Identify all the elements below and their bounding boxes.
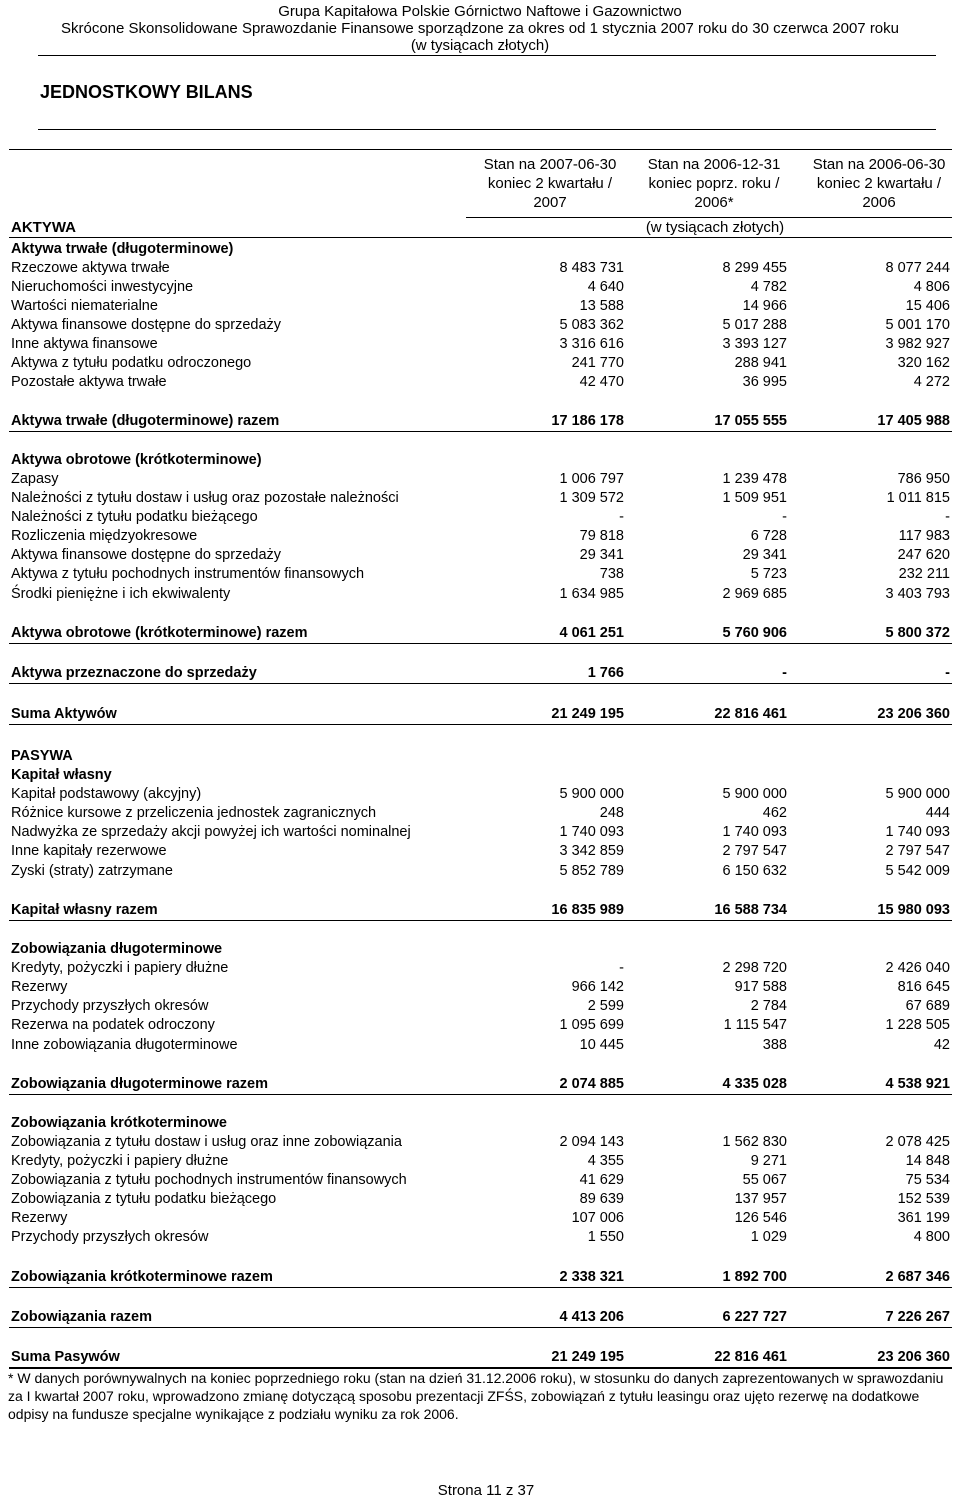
row-label: Aktywa finansowe dostępne do sprzedaży [11,547,282,563]
row-label: Kapitał własny razem [11,902,158,918]
units-label: (w tysiącach złotych) [645,219,785,236]
row-value-col2: 17 055 555 [714,413,787,429]
row-value-col2: 917 588 [734,979,787,995]
row-value-col3: 17 405 988 [877,413,950,429]
row-label: Inne zobowiązania długoterminowe [11,1037,238,1053]
row-value-col1: 1 095 699 [559,1017,624,1033]
row-label: Rzeczowe aktywa trwałe [11,260,170,276]
row-label: Zobowiązania z tytułu podatku bieżącego [11,1191,277,1207]
table-section-row [0,240,960,259]
row-value-col2: 5 017 288 [722,317,787,333]
column-header-2006-12-31 [630,155,798,212]
table-row [0,997,960,1016]
row-label: Zobowiązania krótkoterminowe [11,1115,227,1131]
row-value-col3: 5 001 170 [885,317,950,333]
row-value-col2: 22 816 461 [714,1349,787,1365]
row-value-col1: 2 338 321 [559,1269,624,1285]
table-total-row [0,664,960,683]
row-value-col2: 5 760 906 [722,625,787,641]
row-value-col1: 79 818 [579,528,624,544]
row-label: Różnice kursowe z przeliczenia jednostek zagranicznych [11,805,377,821]
column-header-line: 2006* [694,194,734,211]
table-row [0,259,960,278]
row-value-col3: - [945,665,950,681]
row-value-col1: 17 186 178 [551,413,624,429]
row-value-col2: 1 029 [750,1229,787,1245]
row-value-col3: 2 797 547 [885,843,950,859]
row-value-col2: 4 782 [750,279,787,295]
table-row [0,546,960,565]
row-value-col2: 1 740 093 [722,824,787,840]
row-value-col3: 14 848 [905,1153,950,1169]
row-value-col1: 21 249 195 [551,1349,624,1365]
row-value-col3: 67 689 [905,998,950,1014]
row-label: Zobowiązania razem [11,1309,153,1325]
table-row [0,823,960,842]
row-label: Aktywa obrotowe (krótkoterminowe) [11,452,262,468]
row-value-col1: 4 061 251 [559,625,624,641]
table-row [0,1152,960,1171]
row-value-col3: 4 272 [913,374,950,390]
table-row [0,508,960,527]
row-value-col1: 2 074 885 [559,1076,624,1092]
row-value-col2: 1 892 700 [722,1269,787,1285]
table-row [0,489,960,508]
row-label: Zapasy [11,471,59,487]
row-value-col3: 152 539 [897,1191,950,1207]
footnote: * W danych porównywalnych na koniec poprzedniego roku (stan na dzień 31.12.2006 roku), w stosunku do danych zaprezentowanych w sprawozdaniu za I kwartał 2007 roku, wprowadzono zmianę dotyczącą sposobu prezentacji ZFŚS, zobowiązań z tytułu leasingu oraz ujęto rezerwę na dodatkowe odpisy na fundusze specjalne wynikające z podziału wyniku za rok 2006. [8,1370,944,1422]
row-label: Rezerwy [11,979,68,995]
row-value-col1: 1 740 093 [559,824,624,840]
column-header-2006-06-30 [795,155,960,212]
row-value-col2: 16 588 734 [714,902,787,918]
row-value-col3: 1 740 093 [885,824,950,840]
row-value-col3: 247 620 [897,547,950,563]
table-row [0,842,960,861]
row-label: Kapitał własny [11,767,112,783]
table-row [0,1016,960,1035]
row-value-col2: 4 335 028 [722,1076,787,1092]
table-row [0,804,960,823]
row-label: Rezerwy [11,1210,68,1226]
column-header-line: Stan na 2007-06-30 [483,156,617,173]
total-underline [9,1327,952,1328]
aktywa-heading: AKTYWA [11,219,76,236]
row-label: Aktywa trwałe (długoterminowe) razem [11,413,280,429]
row-value-col3: 3 982 927 [885,336,950,352]
row-value-col2: 1 115 547 [723,1017,787,1033]
row-value-col1: 2 599 [587,998,624,1014]
table-row [0,1190,960,1209]
table-row [0,297,960,316]
row-label: Kredyty, pożyczki i papiery dłużne [11,1153,229,1169]
table-section-row [0,451,960,470]
table-row [0,862,960,881]
table-row [0,335,960,354]
total-underline [9,431,952,432]
row-value-col1: 89 639 [579,1191,624,1207]
table-total-row [0,1075,960,1094]
row-label: Przychody przyszłych okresów [11,1229,209,1245]
row-label: Suma Pasywów [11,1349,120,1365]
column-header-line: 2006 [862,194,896,211]
table-row [0,354,960,373]
row-value-col1: 248 [599,805,624,821]
row-value-col1: 1 006 797 [559,471,624,487]
row-label: Należności z tytułu dostaw i usług oraz pozostałe należności [11,490,399,506]
row-value-col2: 8 299 455 [722,260,787,276]
row-label: Aktywa z tytułu podatku odroczonego [11,355,252,371]
row-value-col3: 1 228 505 [885,1017,950,1033]
report-header-line3: (w tysiącach złotych) [410,37,550,54]
table-row [0,785,960,804]
table-total-row [0,901,960,920]
table-row [0,978,960,997]
row-label: Nieruchomości inwestycyjne [11,279,194,295]
table-top-rule [9,149,952,150]
row-value-col1: 41 629 [579,1172,624,1188]
row-value-col1: 10 445 [579,1037,624,1053]
row-value-col3: 15 980 093 [877,902,950,918]
row-value-col2: 2 784 [750,998,787,1014]
table-row [0,1133,960,1152]
total-underline [9,683,952,684]
row-value-col1: 5 852 789 [559,863,624,879]
table-total-row [0,705,960,724]
row-label: Wartości niematerialne [11,298,158,314]
row-label: Aktywa obrotowe (krótkoterminowe) razem [11,625,308,641]
row-value-col3: 320 162 [897,355,950,371]
row-value-col3: 4 800 [913,1229,950,1245]
title-divider [38,129,936,130]
row-value-col3: 75 534 [905,1172,950,1188]
table-section-row [0,766,960,785]
row-value-col3: 15 406 [905,298,950,314]
row-label: Środki pieniężne i ich ekwiwalenty [11,586,231,602]
row-label: Kredyty, pożyczki i papiery dłużne [11,960,229,976]
row-value-col2: 2 298 720 [722,960,787,976]
table-row [0,527,960,546]
row-label: Zobowiązania długoterminowe [11,941,223,957]
page-title: JEDNOSTKOWY BILANS [40,82,253,102]
table-row [0,373,960,392]
row-value-col3: 2 426 040 [885,960,950,976]
row-value-col2: 462 [762,805,787,821]
total-underline [9,1287,952,1288]
column-header-line: Stan na 2006-12-31 [647,156,781,173]
row-value-col1: 3 316 616 [559,336,624,352]
table-row [0,1036,960,1055]
row-label: Kapitał podstawowy (akcyjny) [11,786,202,802]
table-total-row [0,1348,960,1367]
row-label: Aktywa z tytułu pochodnych instrumentów finansowych [11,566,365,582]
table-section-row [0,747,960,766]
total-underline [9,643,952,644]
row-value-col1: 4 355 [587,1153,624,1169]
table-row [0,1209,960,1228]
column-header-line: koniec poprz. roku / [648,175,780,192]
table-row [0,959,960,978]
table-total-row [0,1268,960,1287]
table-total-row [0,1308,960,1327]
row-value-col2: 2 797 547 [722,843,787,859]
row-value-col1: 966 142 [571,979,624,995]
row-value-col1: 8 483 731 [559,260,624,276]
row-value-col1: 29 341 [579,547,624,563]
row-value-col1: 4 640 [587,279,624,295]
row-value-col3: 23 206 360 [877,706,950,722]
row-value-col1: 3 342 859 [559,843,624,859]
row-value-col3: 5 800 372 [885,625,950,641]
row-value-col2: 1 562 830 [722,1134,787,1150]
row-label: Rozliczenia międzyokresowe [11,528,198,544]
row-label: Nadwyżka ze sprzedaży akcji powyżej ich wartości nominalnej [11,824,411,840]
row-value-col2: 5 723 [750,566,787,582]
row-value-col1: 13 588 [579,298,624,314]
row-value-col3: - [945,509,950,525]
report-header-line2: Skrócone Skonsolidowane Sprawozdanie Finansowe sporządzone za okres od 1 stycznia 2007 roku do 30 czerwca 2007 roku [61,20,899,37]
row-value-col3: 4 538 921 [885,1076,950,1092]
row-value-col1: 107 006 [571,1210,624,1226]
row-value-col1: 1 766 [587,665,624,681]
report-header-line1: Grupa Kapitałowa Polskie Górnictwo Naftowe i Gazownictwo [278,3,682,20]
row-value-col3: 4 806 [913,279,950,295]
row-value-col2: 36 995 [742,374,787,390]
table-section-row [0,940,960,959]
row-value-col2: 126 546 [734,1210,787,1226]
table-row [0,1171,960,1190]
row-value-col2: 1 239 478 [722,471,787,487]
row-label: Zobowiązania z tytułu pochodnych instrumentów finansowych [11,1172,407,1188]
table-row [0,565,960,584]
row-label: Przychody przyszłych okresów [11,998,209,1014]
table-row [0,316,960,335]
row-label: Zyski (straty) zatrzymane [11,863,173,879]
header-divider [38,55,936,56]
page-number: Strona 11 z 37 [437,1482,535,1499]
row-value-col3: 2 687 346 [885,1269,950,1285]
row-label: Pozostałe aktywa trwałe [11,374,167,390]
row-value-col1: - [619,509,624,525]
row-value-col2: - [782,665,787,681]
row-value-col1: 4 413 206 [559,1309,624,1325]
row-label: Zobowiązania długoterminowe razem [11,1076,269,1092]
row-value-col3: 1 011 815 [886,490,950,506]
row-value-col1: 1 634 985 [559,586,624,602]
row-value-col3: 7 226 267 [885,1309,950,1325]
row-value-col1: 5 900 000 [559,786,624,802]
row-value-col2: 2 969 685 [722,586,787,602]
row-value-col1: 21 249 195 [551,706,624,722]
row-label: Suma Aktywów [11,706,117,722]
row-value-col3: 786 950 [897,471,950,487]
table-row [0,1228,960,1247]
row-value-col1: 738 [599,566,624,582]
row-value-col2: 288 941 [734,355,787,371]
row-label: Rezerwa na podatek odroczony [11,1017,215,1033]
row-value-col2: 137 957 [734,1191,787,1207]
row-value-col3: 3 403 793 [885,586,950,602]
table-header-rule [9,237,952,238]
column-header-line: Stan na 2006-06-30 [812,156,946,173]
table-total-row [0,412,960,431]
row-value-col2: 6 227 727 [722,1309,787,1325]
row-value-col1: 5 083 362 [559,317,624,333]
row-value-col3: 444 [925,805,950,821]
row-value-col2: 29 341 [742,547,787,563]
row-value-col1: 42 470 [579,374,624,390]
row-value-col3: 23 206 360 [877,1349,950,1365]
row-value-col3: 5 542 009 [885,863,950,879]
row-label: PASYWA [11,748,73,764]
column-header-line: 2007 [533,194,567,211]
row-value-col3: 2 078 425 [885,1134,950,1150]
row-label: Aktywa przeznaczone do sprzedaży [11,665,257,681]
row-value-col1: 2 094 143 [559,1134,624,1150]
row-label: Inne kapitały rezerwowe [11,843,167,859]
row-value-col3: 232 211 [898,566,950,582]
row-value-col1: - [619,960,624,976]
row-value-col3: 816 645 [897,979,950,995]
row-value-col1: 241 770 [571,355,624,371]
row-value-col2: - [782,509,787,525]
row-value-col2: 5 900 000 [722,786,787,802]
row-label: Zobowiązania krótkoterminowe razem [11,1269,273,1285]
table-row [0,585,960,604]
row-value-col3: 117 983 [898,528,950,544]
row-label: Inne aktywa finansowe [11,336,158,352]
table-section-row [0,1114,960,1133]
row-value-col3: 8 077 244 [885,260,950,276]
row-value-col2: 3 393 127 [722,336,787,352]
row-value-col2: 22 816 461 [714,706,787,722]
column-header-line: koniec 2 kwartału / [487,175,613,192]
row-label: Aktywa finansowe dostępne do sprzedaży [11,317,282,333]
row-value-col3: 5 900 000 [885,786,950,802]
total-underline [9,1094,952,1095]
row-value-col1: 16 835 989 [551,902,624,918]
row-value-col2: 6 728 [750,528,787,544]
row-value-col3: 42 [933,1037,950,1053]
row-value-col3: 361 199 [897,1210,950,1226]
table-row [0,470,960,489]
row-value-col2: 9 271 [750,1153,787,1169]
units-divider [466,217,952,218]
row-value-col2: 6 150 632 [722,863,787,879]
table-row [0,278,960,297]
column-header-line: koniec 2 kwartału / [816,175,942,192]
row-value-col2: 388 [762,1037,787,1053]
row-label: Aktywa trwałe (długoterminowe) [11,241,234,257]
row-value-col2: 14 966 [742,298,787,314]
total-underline [9,920,952,921]
row-label: Należności z tytułu podatku bieżącego [11,509,258,525]
total-underline [9,724,952,725]
row-value-col1: 1 309 572 [559,490,624,506]
row-value-col2: 55 067 [742,1172,787,1188]
row-value-col2: 1 509 951 [722,490,787,506]
row-label: Zobowiązania z tytułu dostaw i usług oraz inne zobowiązania [11,1134,402,1150]
table-total-row [0,624,960,643]
column-header-2007-06-30 [466,155,634,212]
row-value-col1: 1 550 [587,1229,624,1245]
